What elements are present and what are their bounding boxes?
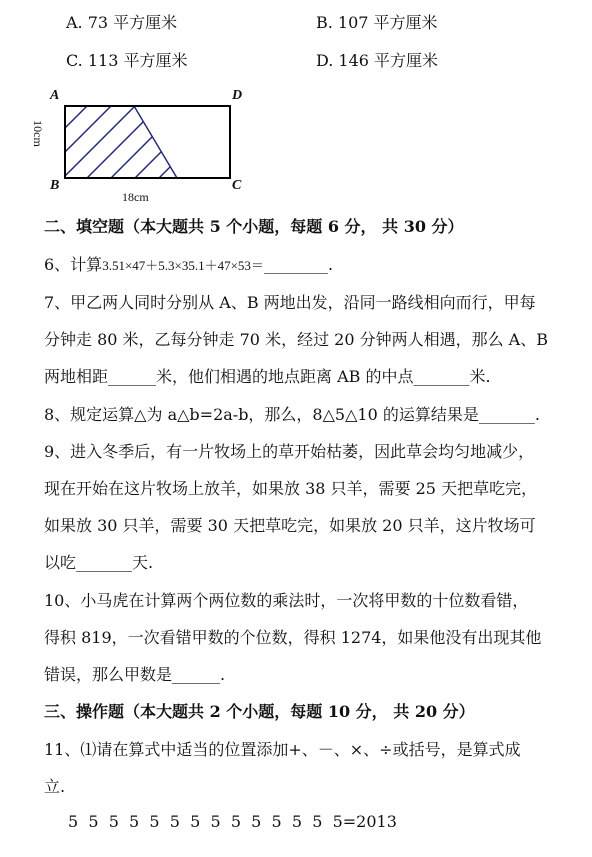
vertex-b-label: B	[50, 178, 60, 193]
height-label: 10cm	[30, 120, 45, 147]
question-6-blank: ________.	[263, 255, 334, 274]
question-10-line-1: 10、小马虎在计算两个两位数的乘法时，一次将甲数的十位数看错，	[44, 591, 529, 610]
question-9-line-4: 以吃_______天.	[44, 553, 154, 572]
question-11-line-1: 11、⑴请在算式中适当的位置添加+、－、×、÷或括号，是算式成	[44, 740, 521, 759]
question-9-line-2: 现在开始在这片牧场上放羊，如果放 38 只羊，需要 25 天把草吃完，	[44, 479, 538, 498]
rectangle-figure	[30, 86, 260, 210]
option-a: A. 73 平方厘米	[66, 13, 178, 32]
question-8: 8、规定运算△为 a△b=2a-b，那么，8△5△10 的运算结果是_______.	[44, 405, 540, 424]
question-9-line-1: 9、进入冬季后，有一片牧场上的草开始枯萎，因此草会均匀地减少，	[44, 442, 535, 461]
section-2-heading: 二、填空题（本大题共 5 个小题，每题 6 分， 共 30 分）	[44, 217, 464, 236]
option-d: D. 146 平方厘米	[316, 51, 439, 70]
width-label: 18cm	[122, 190, 149, 204]
question-7-line-3: 两地相距______米，他们相遇的地点距离 AB 的中点_______米.	[44, 367, 491, 386]
vertex-d-label: D	[232, 88, 243, 103]
vertex-a-label: A	[50, 88, 60, 103]
question-7-line-2: 分钟走 80 米，乙每分钟走 70 米，经过 20 分钟两人相遇，那么 A、B	[44, 330, 548, 349]
section-3-heading: 三、操作题（本大题共 2 个小题，每题 10 分， 共 20 分）	[44, 702, 475, 721]
question-9-line-3: 如果放 30 只羊，需要 30 天把草吃完，如果放 20 只羊，这片牧场可	[44, 516, 536, 535]
question-6-prefix: 6、计算	[44, 255, 103, 274]
question-6-formula: 3.51×47＋5.3×35.1＋47×53＝	[102, 258, 264, 273]
option-b: B. 107 平方厘米	[316, 13, 438, 32]
question-10-line-2: 得积 819，一次看错甲数的个位数，得积 1274，如果他没有出现其他	[44, 628, 542, 647]
option-c: C. 113 平方厘米	[66, 51, 188, 70]
vertex-c-label: C	[232, 178, 242, 193]
question-11-expression: 5 5 5 5 5 5 5 5 5 5 5 5 5 5=2013	[68, 812, 397, 831]
hatched-region	[65, 106, 231, 182]
question-6	[44, 252, 333, 275]
question-10-line-3: 错误，那么甲数是______.	[44, 665, 226, 684]
question-7-line-1: 7、甲乙两人同时分别从 A、B 两地出发，沿同一路线相向而行，甲每	[44, 293, 536, 312]
question-11-line-2: 立.	[44, 777, 66, 796]
